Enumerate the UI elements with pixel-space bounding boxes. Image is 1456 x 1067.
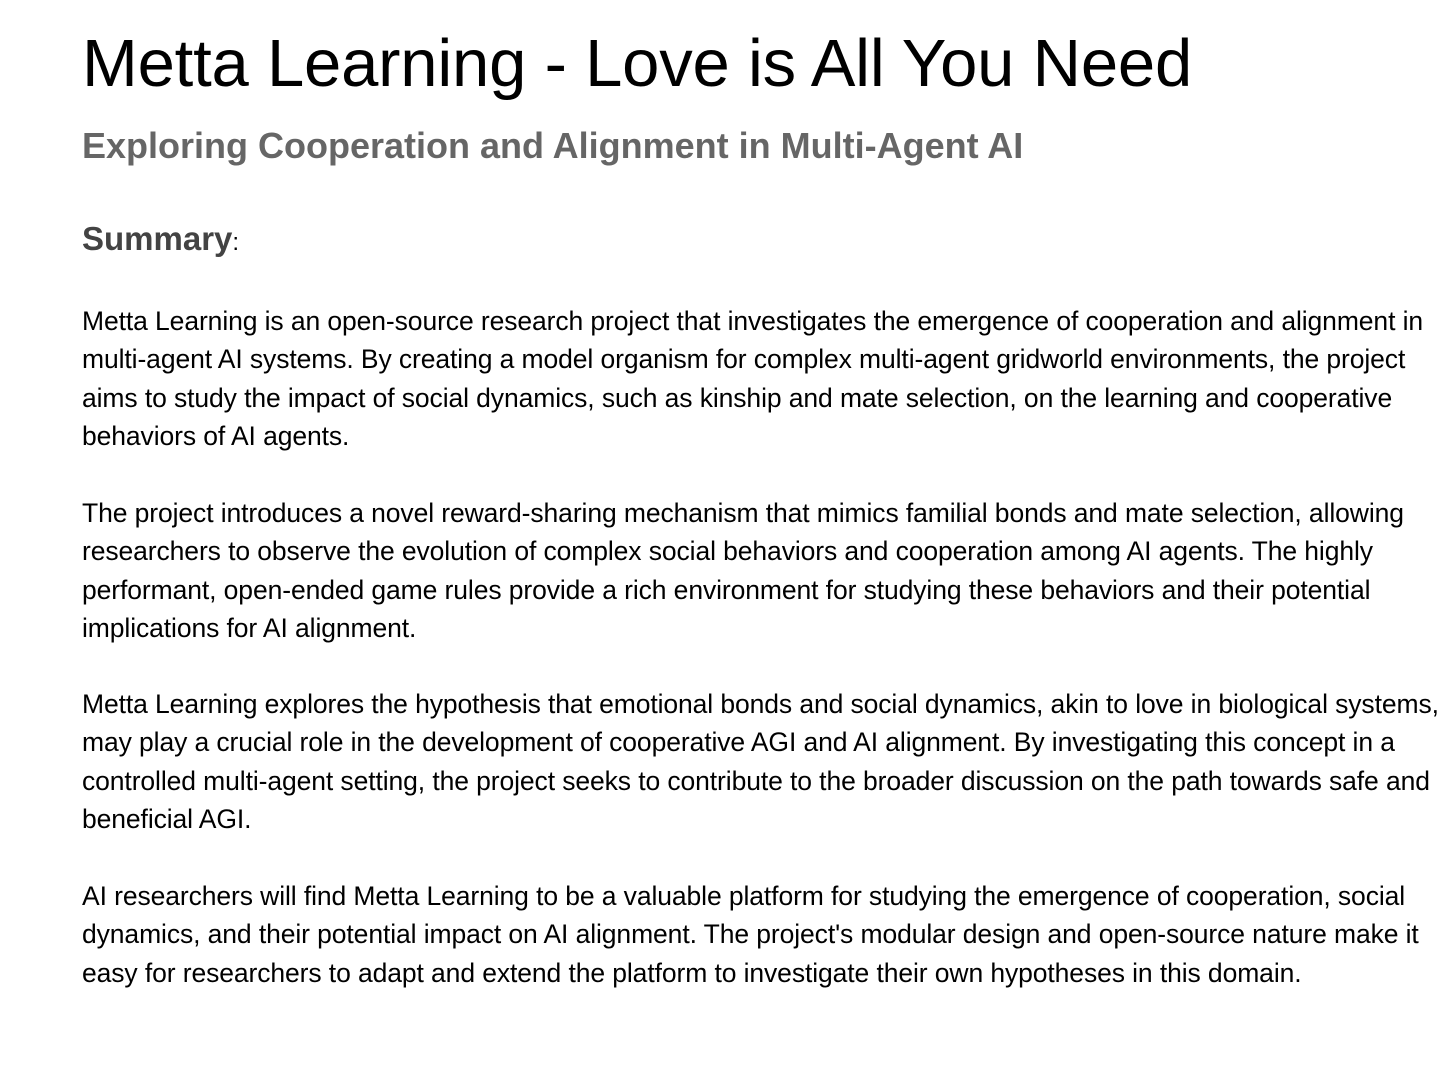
document-title: Metta Learning - Love is All You Need — [82, 26, 1193, 101]
summary-paragraph-2: The project introduces a novel reward-sharing mechanism that mimics familial bonds and mate selection, allowing researchers to observe the evolution of complex social behaviors and cooperation among AI agents. The highly performant, open-ended game rules provide a rich environment for studying these behaviors and their potential implications for AI alignment. — [82, 498, 1404, 643]
summary-paragraph-1: Metta Learning is an open-source research project that investigates the emergence of cooperation and alignment in multi-agent AI systems. By creating a model organism for complex multi-agent gridworld environments, the project aims to study the impact of social dynamics, such as kinship and mate selection, on the learning and cooperative behaviors of AI agents. — [82, 306, 1424, 451]
summary-heading-colon: : — [232, 229, 240, 256]
summary-heading — [82, 217, 239, 265]
summary-paragraph-4: AI researchers will find Metta Learning to be a valuable platform for studying the emergence of cooperation, social dynamics, and their potential impact on AI alignment. The project's modular design and open-source nature make it easy for researchers to adapt and extend the platform to investigate their own hypotheses in this domain. — [82, 881, 1419, 988]
document-subtitle: Exploring Cooperation and Alignment in Multi-Agent AI — [82, 125, 1024, 166]
summary-paragraph-3: Metta Learning explores the hypothesis that emotional bonds and social dynamics, akin to love in biological systems, may play a crucial role in the development of cooperative AGI and AI alignment. By investigating this concept in a controlled multi-agent setting, the project seeks to contribute to the broader discussion on the path towards safe and beneficial AGI. — [82, 689, 1439, 834]
summary-heading-text: Summary — [82, 220, 233, 257]
